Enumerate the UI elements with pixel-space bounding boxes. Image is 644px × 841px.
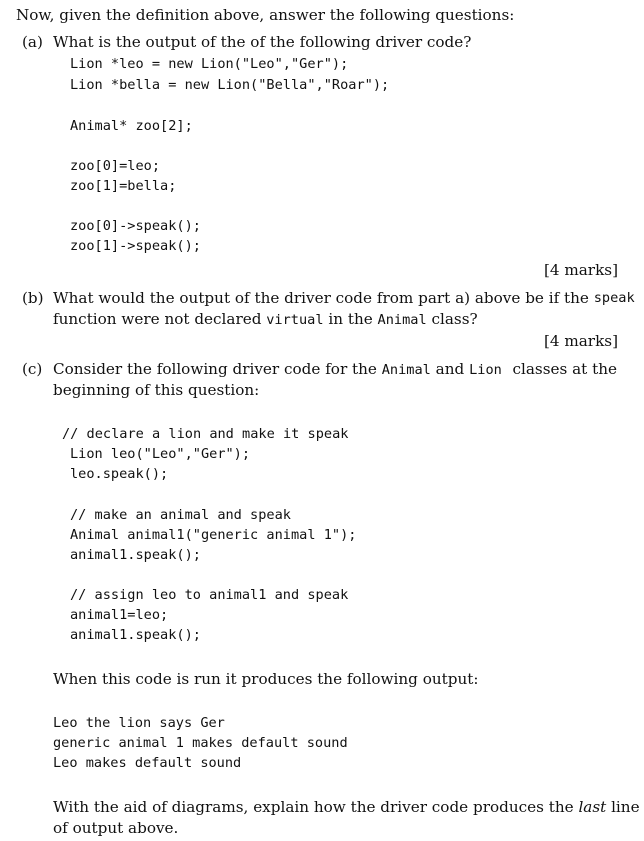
part-c-text-segment: Consider the following driver code for the <box>53 360 382 378</box>
part-a-question: What is the output of the of the following driver code? <box>53 33 472 51</box>
part-a-code-line: zoo[0]->speak(); <box>70 218 201 234</box>
part-c-code-line: animal1=leo; <box>70 607 169 623</box>
part-c-output-line: Leo makes default sound <box>53 755 242 771</box>
part-c-label: (c) <box>22 360 43 378</box>
part-c-output-line: generic animal 1 makes default sound <box>53 735 348 751</box>
part-b-code-animal: Animal <box>377 312 427 328</box>
part-c-question-line-1 <box>53 359 617 381</box>
part-c-code-comment: // make an animal and speak <box>70 507 291 523</box>
part-c-code-comment: // assign leo to animal1 and speak <box>70 587 349 603</box>
part-c-final-question-line-1 <box>53 797 640 818</box>
part-c-final-segment: With the aid of diagrams, explain how the driver code produces the <box>53 798 579 816</box>
part-a-code-line: Animal* zoo[2]; <box>70 118 193 134</box>
part-c-code-line: animal1.speak(); <box>70 547 201 563</box>
part-b-marks: [4 marks] <box>543 332 618 350</box>
part-b-question-line-1 <box>53 288 635 309</box>
part-b-text: What would the output of the driver code from part a) above be if the <box>53 289 594 307</box>
part-c-final-question-line-2: of output above. <box>53 819 179 837</box>
part-c-final-text <box>53 797 606 818</box>
part-b-question-line-2 <box>53 309 478 331</box>
part-c-final-emphasis: last <box>578 798 607 816</box>
part-c-code-animal: Animal <box>381 362 431 378</box>
part-c-output-intro: When this code is run it produces the following output: <box>53 670 479 688</box>
part-c-code-line: leo.speak(); <box>70 466 169 482</box>
part-c-question-line-2: beginning of this question: <box>53 381 260 399</box>
part-c-code-lion: Lion <box>469 362 502 378</box>
part-c-code-comment: // declare a lion and make it speak <box>62 426 349 442</box>
part-a-code-line: Lion *leo = new Lion("Leo","Ger"); <box>70 56 349 72</box>
part-a-label: (a) <box>22 33 43 51</box>
part-a-marks: [4 marks] <box>543 261 618 279</box>
part-a-code-line: zoo[0]=leo; <box>70 158 161 174</box>
part-c-code-line: Animal animal1("generic animal 1"); <box>70 527 357 543</box>
part-b-label: (b) <box>22 289 44 307</box>
part-a-code-line: Lion *bella = new Lion("Bella","Roar"); <box>70 77 390 93</box>
part-c-text <box>53 359 502 381</box>
part-b-text: function were not declared <box>53 310 267 328</box>
part-c-text-segment: classes at the <box>507 360 617 378</box>
part-b-code-speak: speak <box>593 290 635 306</box>
part-b-text: class? <box>426 310 478 328</box>
intro-text: Now, given the definition above, answer the following questions: <box>16 6 515 24</box>
part-b-text: in the <box>323 310 378 328</box>
part-a-code-line: zoo[1]->speak(); <box>70 238 201 254</box>
part-c-output-line: Leo the lion says Ger <box>53 715 225 731</box>
part-b-code-virtual: virtual <box>266 312 324 328</box>
part-c-code-line: animal1.speak(); <box>70 627 201 643</box>
part-c-text-segment: and <box>430 360 470 378</box>
part-c-final-segment: line <box>606 798 640 816</box>
part-c-code-line: Lion leo("Leo","Ger"); <box>70 446 251 462</box>
part-a-code-line: zoo[1]=bella; <box>70 178 177 194</box>
